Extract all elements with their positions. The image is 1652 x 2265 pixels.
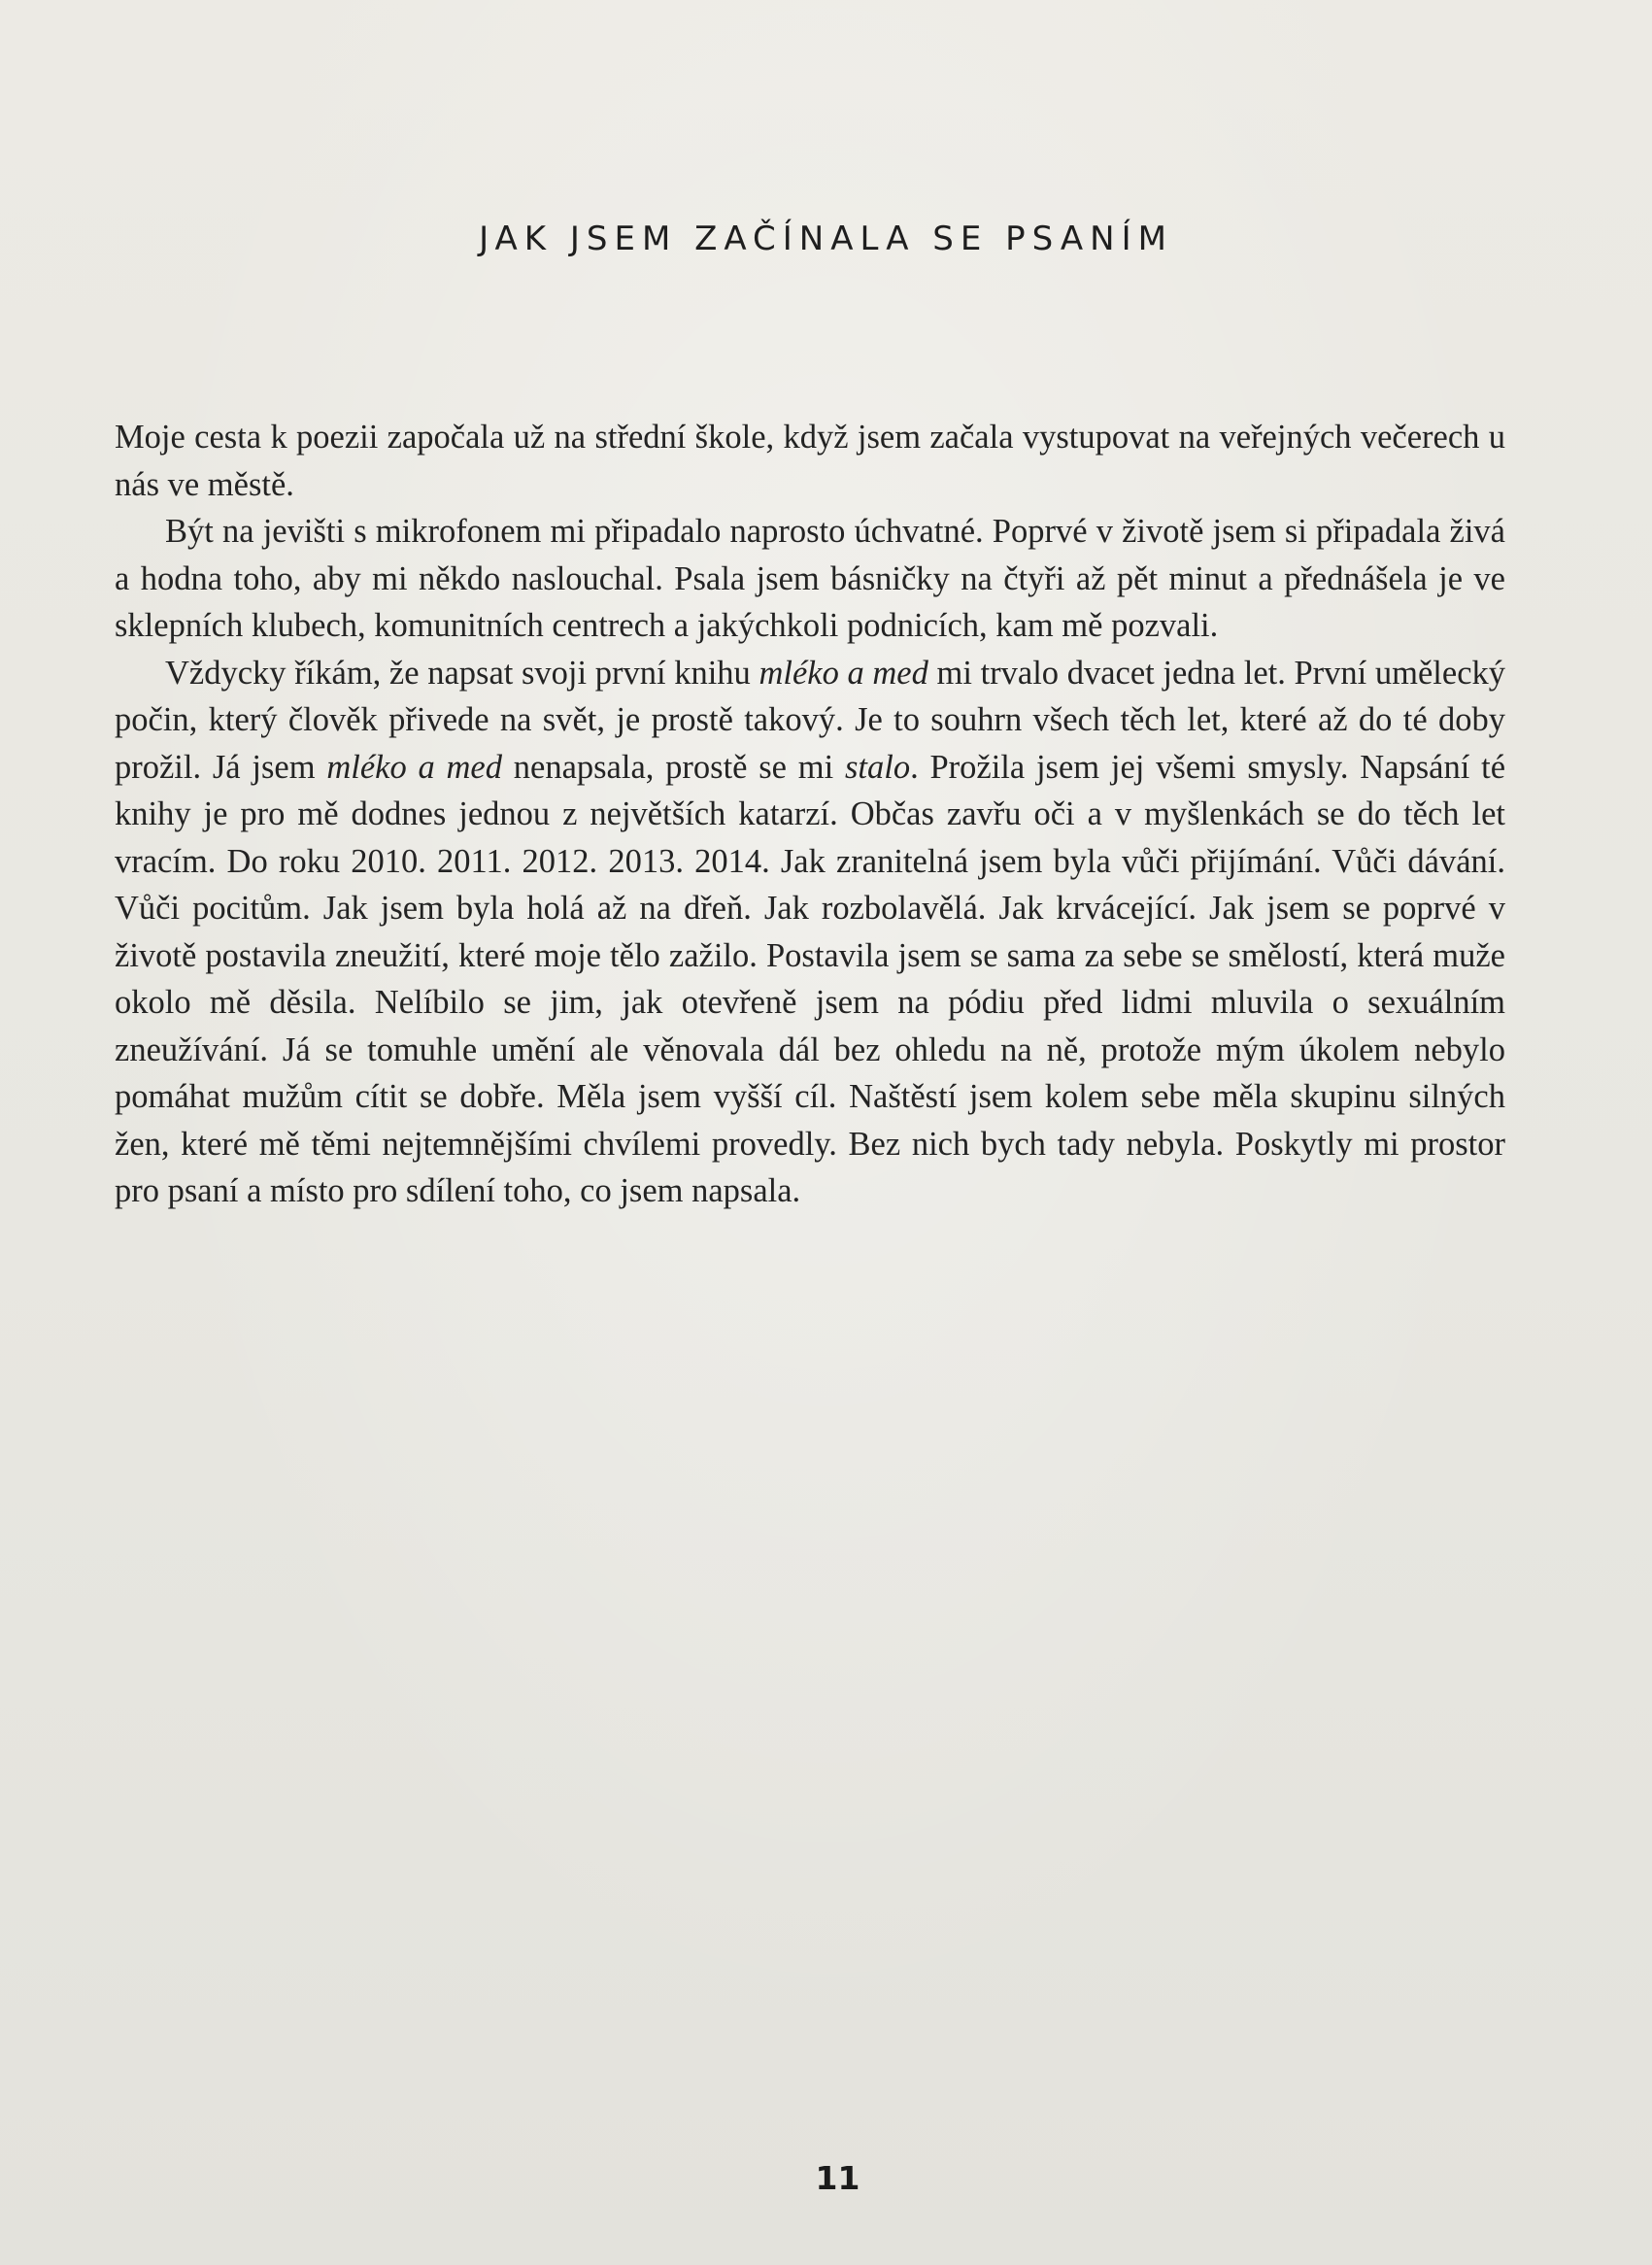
- chapter-title: JAK JSEM ZAČÍNALA SE PSANÍM: [479, 220, 1173, 258]
- paragraph-3-text-4: . Prožila jsem jej všemi smysly. Napsání té knihy je pro mě dodnes jednou z největších katarzí. Občas zavřu oči a v myšlenkách se do těch let vracím. Do roku 2010. 2011. 2012. 2013. 2014. Jak zranitelná jsem byla vůči přijímání. Vůči dávání. Vůči pocitům. Jak jsem byla holá až na dřeň. Jak rozbolavělá. Jak krvácející. Jak jsem se poprvé v životě postavila zneužití, které moje tělo zažilo. Postavila jsem se sama za sebe se smělostí, která muže okolo mě děsila. Nelíbilo se jim, jak otevřeně jsem na pódiu před lidmi mluvila o sexuálním zneužívání. Já se tomuhle umění ale věnovala dál bez ohledu na ně, protože mým úkolem nebylo pomáhat mužům cítit se dobře. Měla jsem vyšší cíl. Naštěstí jsem kolem sebe měla skupinu silných žen, které mě těmi nejtemnějšími chvílemi provedly. Bez nich bych tady nebyla. Poskytly mi prostor pro psaní a místo pro sdílení toho, co jsem napsala.: [115, 748, 1506, 1209]
- paragraph-3-text-1: Vždycky říkám, že napsat svoji první knihu: [165, 654, 759, 692]
- paragraph-1: Moje cesta k poezii započala už na střední škole, když jsem začala vystupovat na veřejných večerech u nás ve městě.: [115, 419, 1505, 503]
- paragraph-3-text-2: mi trvalo dvacet jedna let. První umělecký počin, který člověk přivede na svět, je prostě takový. Je to souhrn všech těch let, které až do té doby prožil. Já jsem: [115, 654, 1506, 786]
- emphasis-italic: stalo: [844, 748, 911, 786]
- paragraph-3: [115, 650, 1505, 1215]
- book-title-italic: mléko a med: [759, 654, 928, 692]
- chapter-body: [115, 414, 1505, 1215]
- paragraph-2: Být na jevišti s mikrofonem mi připadalo naprosto úchvatné. Poprvé v životě jsem si připadala živá a hodna toho, aby mi někdo naslouchal. Psala jsem básničky na čtyři až pět minut a přednášela je ve sklepních klubech, komunitních centrech a jakýchkoli podnicích, kam mě pozvali.: [115, 513, 1505, 644]
- paragraph-3-text-3: nenapsala, prostě se mi: [501, 748, 845, 786]
- page-number: 11: [815, 2159, 860, 2197]
- book-title-italic: mléko a med: [326, 748, 502, 786]
